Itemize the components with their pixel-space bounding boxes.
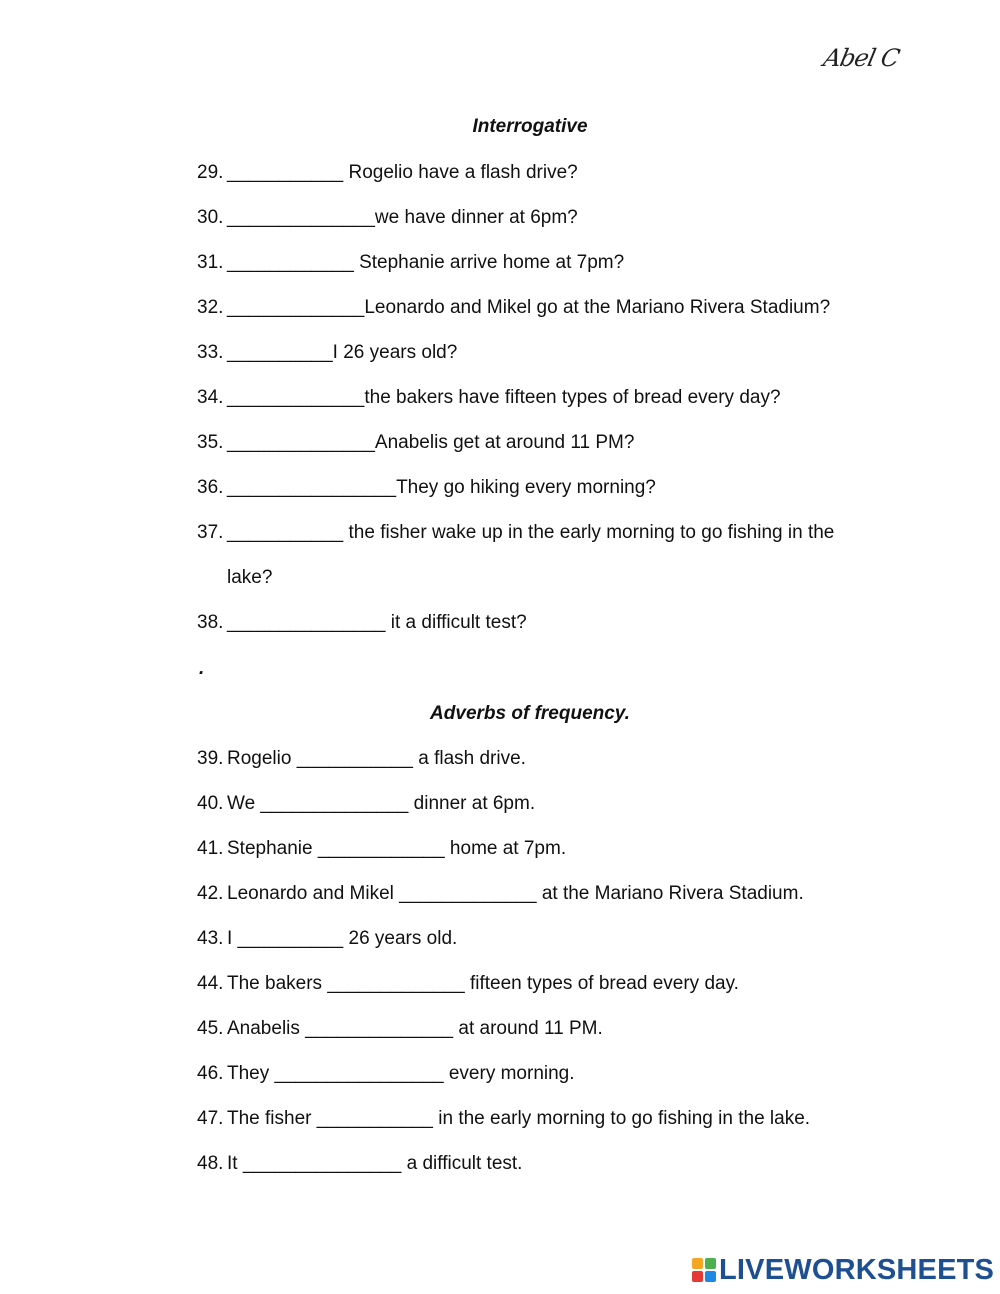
question-43[interactable] (197, 927, 457, 951)
item-text: Anabelis ______________ at around 11 PM. (227, 1018, 603, 1039)
item-text: __________I 26 years old? (227, 342, 458, 363)
item-text: Leonardo and Mikel _____________ at the Mariano Rivera Stadium. (227, 883, 804, 904)
logo-tile (692, 1271, 703, 1282)
item-number: 44. (197, 973, 224, 994)
section-title-interrogative: Interrogative (472, 116, 588, 137)
item-text: ____________ Stephanie arrive home at 7pm? (227, 252, 625, 273)
item-text: _______________ it a difficult test? (227, 612, 527, 633)
liveworksheets-logo-icon (692, 1258, 716, 1282)
question-42[interactable] (197, 882, 804, 906)
question-44[interactable] (197, 972, 739, 996)
item-text: We ______________ dinner at 6pm. (227, 793, 536, 814)
item-number: 43. (197, 928, 224, 949)
item-number: 30. (197, 207, 224, 228)
item-text: ___________ Rogelio have a flash drive? (227, 162, 578, 183)
question-33[interactable] (197, 341, 457, 365)
item-number: 31. (197, 252, 224, 273)
logo-tile (692, 1258, 703, 1269)
question-37-continuation: lake? (227, 567, 273, 588)
item-text: Stephanie ____________ home at 7pm. (227, 838, 567, 859)
item-text: It _______________ a difficult test. (227, 1153, 523, 1174)
item-text: ______________Anabelis get at around 11 PM? (227, 432, 635, 453)
item-number: 41. (197, 838, 224, 859)
item-number: 29. (197, 162, 224, 183)
item-text: The bakers _____________ fifteen types of bread every day. (227, 973, 739, 994)
item-number: 32. (197, 297, 224, 318)
item-number: 42. (197, 883, 224, 904)
question-35[interactable] (197, 431, 634, 455)
question-31[interactable] (197, 251, 624, 275)
question-38[interactable] (197, 611, 527, 635)
question-40[interactable] (197, 792, 535, 816)
item-number: 47. (197, 1108, 224, 1129)
item-number: 36. (197, 477, 224, 498)
question-37[interactable] (197, 521, 834, 545)
question-29[interactable] (197, 161, 578, 185)
item-text: _____________the bakers have fifteen types of bread every day? (227, 387, 781, 408)
logo-tile (705, 1271, 716, 1282)
item-number: 46. (197, 1063, 224, 1084)
item-text: ________________They go hiking every morning? (227, 477, 656, 498)
liveworksheets-logo[interactable] (692, 1255, 994, 1285)
item-text: I __________ 26 years old. (227, 928, 458, 949)
item-text: _____________Leonardo and Mikel go at the Mariano Rivera Stadium? (227, 297, 831, 318)
logo-text: LIVEWORKSHEETS (719, 1253, 995, 1286)
question-41[interactable] (197, 837, 566, 861)
question-36[interactable] (197, 476, 656, 500)
question-45[interactable] (197, 1017, 603, 1041)
signature: Abel C (821, 44, 902, 72)
item-text: ___________ the fisher wake up in the early morning to go fishing in the (227, 522, 835, 543)
item-number: 37. (197, 522, 224, 543)
item-number: 34. (197, 387, 224, 408)
item-number: 45. (197, 1018, 224, 1039)
question-30[interactable] (197, 206, 578, 230)
item-number: 39. (197, 748, 224, 769)
item-number: 38. (197, 612, 224, 633)
item-text: Rogelio ___________ a flash drive. (227, 748, 526, 769)
section-title-adverbs: Adverbs of frequency. (430, 703, 630, 724)
item-text: ______________we have dinner at 6pm? (227, 207, 578, 228)
question-39[interactable] (197, 747, 526, 771)
item-number: 48. (197, 1153, 224, 1174)
question-34[interactable] (197, 386, 781, 410)
item-number: 40. (197, 793, 224, 814)
item-text: The fisher ___________ in the early morning to go fishing in the lake. (227, 1108, 811, 1129)
question-46[interactable] (197, 1062, 575, 1086)
question-48[interactable] (197, 1152, 522, 1176)
question-47[interactable] (197, 1107, 810, 1131)
item-number: 35. (197, 432, 224, 453)
item-text: They ________________ every morning. (227, 1063, 575, 1084)
question-32[interactable] (197, 296, 830, 320)
logo-tile (705, 1258, 716, 1269)
trailing-period: . (199, 658, 205, 679)
item-number: 33. (197, 342, 224, 363)
